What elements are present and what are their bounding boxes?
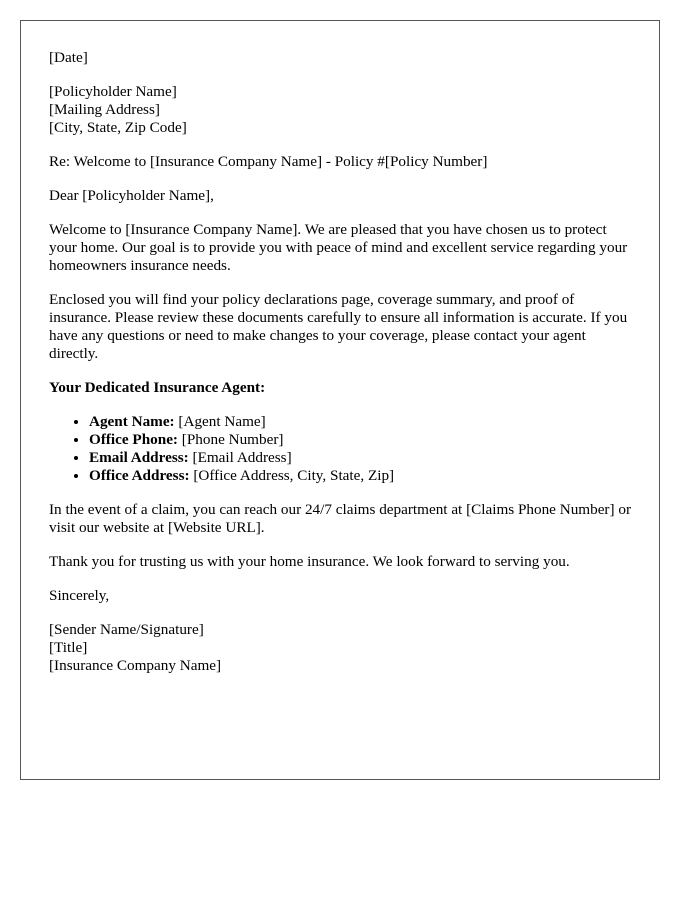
sender-company: [Insurance Company Name] <box>49 657 222 674</box>
agent-heading: Your Dedicated Insurance Agent: <box>49 379 266 396</box>
agent-name-value: [Agent Name] <box>174 413 266 430</box>
recipient-city-state-zip: [City, State, Zip Code] <box>49 119 187 136</box>
email-address-label: Email Address: <box>89 449 189 466</box>
agent-details-list <box>49 413 631 485</box>
recipient-block <box>49 83 631 137</box>
closing: Sincerely, <box>49 587 110 604</box>
office-address-value: [Office Address, City, State, Zip] <box>189 467 395 484</box>
office-phone-label: Office Phone: <box>89 431 178 448</box>
thanks-paragraph: Thank you for trusting us with your home insurance. We look forward to serving you. <box>49 553 570 570</box>
salutation: Dear [Policyholder Name], <box>49 187 214 204</box>
office-address-item <box>89 467 631 485</box>
agent-name-label: Agent Name: <box>89 413 175 430</box>
office-address-label: Office Address: <box>89 467 190 484</box>
letter-date: [Date] <box>49 49 88 66</box>
sender-title: [Title] <box>49 639 88 656</box>
agent-name-item <box>89 413 631 431</box>
welcome-paragraph: Welcome to [Insurance Company Name]. We are pleased that you have chosen us to protect your home. Our goal is to provide you with peace of mind and excellent service regarding your homeowners insurance needs. <box>49 221 628 274</box>
enclosure-paragraph: Enclosed you will find your policy declarations page, coverage summary, and proof of insurance. Please review these documents carefully to ensure all information is accurate. If you have any questions or need to make changes to your coverage, please contact your agent directly. <box>49 291 628 362</box>
letter-page <box>20 20 660 780</box>
claims-paragraph: In the event of a claim, you can reach our 24/7 claims department at [Claims Phone Number] or visit our website at [Website URL]. <box>49 501 631 536</box>
email-address-item <box>89 449 631 467</box>
recipient-name: [Policyholder Name] <box>49 83 177 100</box>
signature-block <box>49 621 631 675</box>
email-address-value: [Email Address] <box>188 449 292 466</box>
office-phone-value: [Phone Number] <box>178 431 284 448</box>
recipient-address: [Mailing Address] <box>49 101 160 118</box>
sender-name: [Sender Name/Signature] <box>49 621 204 638</box>
office-phone-item <box>89 431 631 449</box>
subject-line: Re: Welcome to [Insurance Company Name] - Policy #[Policy Number] <box>49 153 488 170</box>
